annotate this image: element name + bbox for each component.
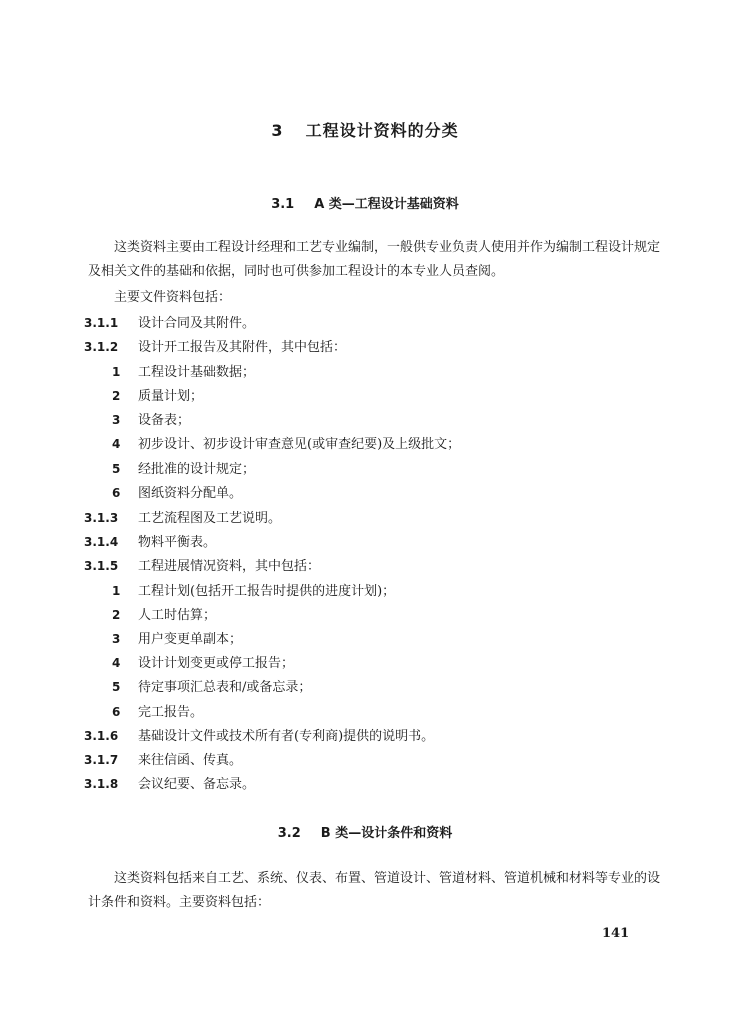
item-number: 5 <box>112 680 121 694</box>
list-item <box>112 603 216 628</box>
clause-text: 物料平衡表。 <box>138 535 217 550</box>
item-number: 5 <box>112 462 121 476</box>
clause-text: 设计开工报告及其附件，其中包括： <box>138 340 347 355</box>
list-item <box>112 408 190 433</box>
clause-3-1-6 <box>84 724 434 749</box>
clause-text: 工艺流程图及工艺说明。 <box>138 511 282 526</box>
clause-3-1-3 <box>84 506 281 531</box>
section-title-text: A 类—工程设计基础资料 <box>314 197 459 212</box>
item-number: 1 <box>112 584 121 598</box>
item-number: 6 <box>112 705 121 719</box>
section-number: 3.2 <box>277 826 301 841</box>
clause-text: 来往信函、传真。 <box>138 753 243 768</box>
clause-3-1-5 <box>84 554 320 579</box>
clause-text: 基础设计文件或技术所有者(专利商)提供的说明书。 <box>138 729 435 744</box>
list-item <box>112 627 242 652</box>
list-item <box>112 384 203 409</box>
clause-code: 3.1.2 <box>84 340 119 354</box>
item-text: 设备表； <box>138 413 191 428</box>
list-item <box>112 700 203 725</box>
list-item <box>112 457 255 482</box>
chapter-number: 3 <box>271 121 284 140</box>
clause-3-1-2 <box>84 335 346 360</box>
section-title-text: B 类—设计条件和资料 <box>320 826 453 841</box>
clause-code: 3.1.7 <box>84 753 119 767</box>
clause-3-1-1 <box>84 311 255 336</box>
item-text: 待定事项汇总表和/或备忘录； <box>138 680 312 695</box>
list-item <box>112 675 311 700</box>
clause-code: 3.1.8 <box>84 777 119 791</box>
list-item <box>112 432 460 457</box>
item-text: 工程设计基础数据； <box>138 365 256 380</box>
item-number: 3 <box>112 632 121 646</box>
clause-code: 3.1.3 <box>84 511 119 525</box>
item-text: 经批准的设计规定； <box>138 462 256 477</box>
item-number: 2 <box>112 608 121 622</box>
list-item <box>112 651 294 676</box>
item-text: 图纸资料分配单。 <box>138 486 243 501</box>
item-number: 2 <box>112 389 121 403</box>
clause-code: 3.1.5 <box>84 559 119 573</box>
page-number: 141 <box>602 926 630 941</box>
item-text: 质量计划； <box>138 389 204 404</box>
section-number: 3.1 <box>271 197 295 212</box>
item-number: 1 <box>112 365 121 379</box>
item-text: 完工报告。 <box>138 705 204 720</box>
clause-text: 设计合同及其附件。 <box>138 316 256 331</box>
item-text: 人工时估算； <box>138 608 217 623</box>
section-intro-paragraph: 这类资料主要由工程设计经理和工艺专业编制，一般供专业负责人使用并作为编制工程设计规定及相关文件的基础和依据，同时也可供参加工程设计的本专业人员查阅。 <box>88 240 661 279</box>
list-item <box>112 360 255 385</box>
clause-text: 工程进展情况资料，其中包括： <box>138 559 321 574</box>
item-text: 设计计划变更或停工报告； <box>138 656 295 671</box>
chapter-title-text: 工程设计资料的分类 <box>305 121 459 140</box>
section-title-3-1 <box>0 193 730 212</box>
lead-text: 主要文件资料包括： <box>114 290 232 305</box>
item-text: 初步设计、初步设计审查意见(或审查纪要)及上级批文； <box>138 437 461 452</box>
clause-code: 3.1.6 <box>84 729 119 743</box>
clause-code: 3.1.1 <box>84 316 119 330</box>
item-text: 用户变更单副本； <box>138 632 243 647</box>
chapter-title <box>0 118 730 141</box>
list-item <box>112 579 395 604</box>
clause-3-1-8 <box>84 772 255 797</box>
item-text: 工程计划(包括开工报告时提供的进度计划)； <box>138 584 396 599</box>
list-item <box>112 481 242 506</box>
clause-code: 3.1.4 <box>84 535 119 549</box>
item-number: 3 <box>112 413 121 427</box>
item-number: 4 <box>112 656 121 670</box>
clause-text: 会议纪要、备忘录。 <box>138 777 256 792</box>
clause-3-1-4 <box>84 530 216 555</box>
item-number: 4 <box>112 437 121 451</box>
section-title-3-2 <box>0 822 730 841</box>
section-intro-paragraph: 这类资料包括来自工艺、系统、仪表、布置、管道设计、管道材料、管道机械和材料等专业的设计条件和资料。主要资料包括： <box>88 871 661 910</box>
item-number: 6 <box>112 486 121 500</box>
clause-3-1-7 <box>84 748 242 773</box>
